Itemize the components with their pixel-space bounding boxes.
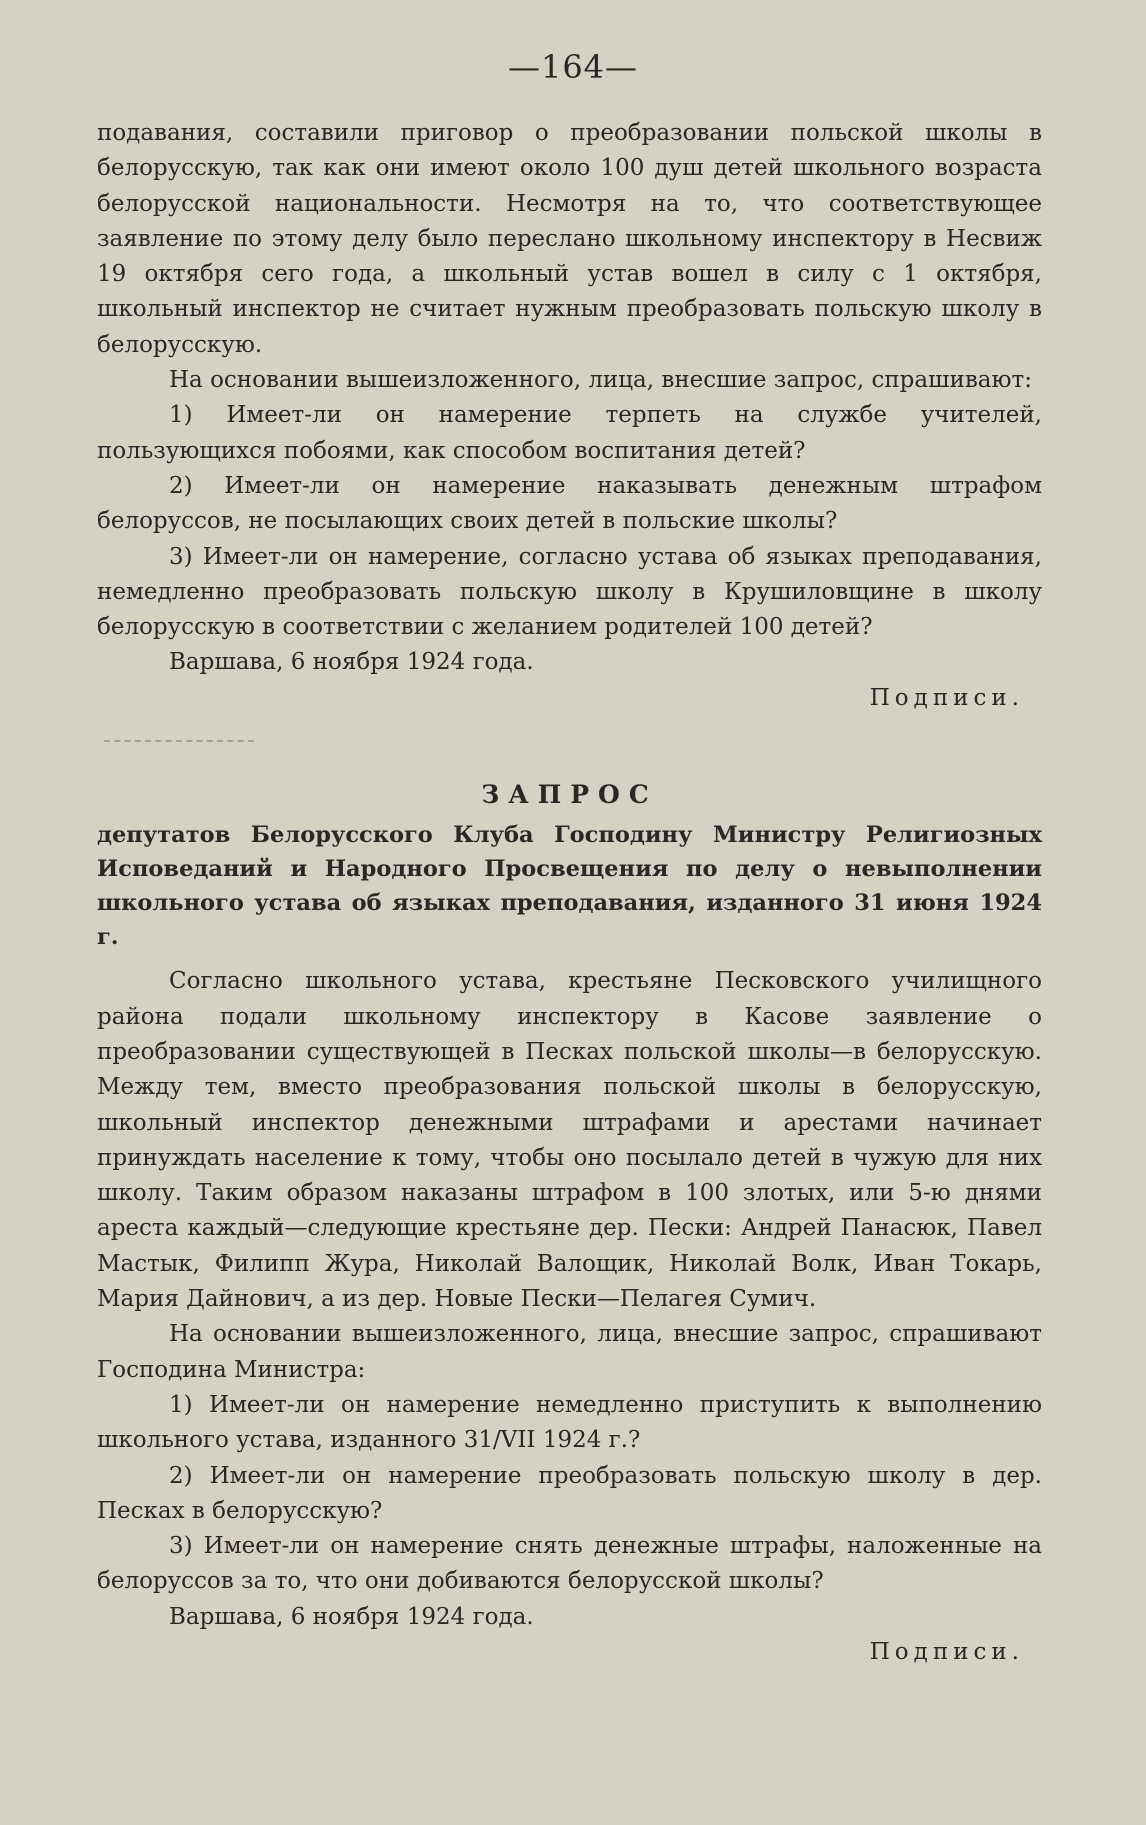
inquiry-intro: На основании вышеизложенного, лица, внесшие запрос, спрашивают: (169, 367, 1032, 394)
signatures: Подписи. (869, 684, 1024, 711)
section-gap (97, 716, 1042, 777)
section-subheading: депутатов Белорусского Клуба Господину Министру Религиозных Исповеданий и Народного Просвещения по делу о невыполнении школьного устава об языках преподавания, изданного 31 июня 1924 г. (97, 822, 1042, 951)
question-1: 1) Имеет-ли он намерение терпеть на службе учителей, пользующихся побоями, как способом воспитания детей? (97, 402, 1042, 464)
section-heading: ЗАПРОС (481, 780, 658, 810)
signatures-2: Подписи. (869, 1638, 1024, 1665)
question-3: 3) Имеет-ли он намерение, согласно устава об языках преподавания, немедленно преобразовать польскую школу в Крушиловщине в школу белорусскую в соответствии с желанием родителей 100 детей? (97, 543, 1042, 641)
text-column (97, 116, 1042, 1670)
inquiry-intro-2: На основании вышеизложенного, лица, внесшие запрос, спрашивают Господина Министра: (97, 1321, 1042, 1383)
question-2-2: 2) Имеет-ли он намерение преобразовать польскую школу в дер. Песках в белорусскую? (97, 1462, 1042, 1524)
date-line-2: Варшава, 6 ноября 1924 года. (169, 1603, 534, 1630)
page-number: —164— (507, 48, 639, 86)
continuation-paragraph: подавания, составили приговор о преобразовании польской школы в белорусскую, так как они имеют около 100 душ детей школьного возраста белорусской национальности. Несмотря на то, что соответствующее заявление по этому делу было переслано школьному инспектору в Несвиж 19 октября сего года, а школьный устав вошел в силу с 1 октября, школьный инспектор не считает нужным преобразовать польскую школу в белорусскую. (97, 120, 1042, 358)
question-2-1: 1) Имеет-ли он намерение немедленно приступить к выполнению школьного устава, изданного 31/VII 1924 г.? (97, 1391, 1042, 1454)
date-line: Варшава, 6 ноября 1924 года. (169, 649, 534, 676)
question-2: 2) Имеет-ли он намерение наказывать денежным штрафом белоруссов, не посылающих своих детей в польские школы? (97, 472, 1042, 535)
question-2-3: 3) Имеет-ли он намерение снять денежные штрафы, наложенные на белоруссов за то, что они добиваются белорусской школы? (97, 1533, 1042, 1595)
body-paragraph: Согласно школьного устава, крестьяне Песковского училищного района подали школьному инспектору в Касове заявление о преобразовании существующей в Песках польской школы—в белорусскую. Между тем, вместо преобразования польской школы в белорусскую, школьный инспектор денежными штрафами и арестами начинает принуждать население к тому, чтобы оно посылало детей в чужую для них школу. Таким образом наказаны штрафом в 100 злотых, или 5-ю днями ареста каждый—следующие крестьяне дер. Пески: Андрей Панасюк, Павел Мастык, Филипп Жура, Николай Валощик, Николай Волк, Иван Токарь, Мария Дайнович, а из дер. Новые Пески—Пелагея Сумич. (97, 968, 1042, 1313)
